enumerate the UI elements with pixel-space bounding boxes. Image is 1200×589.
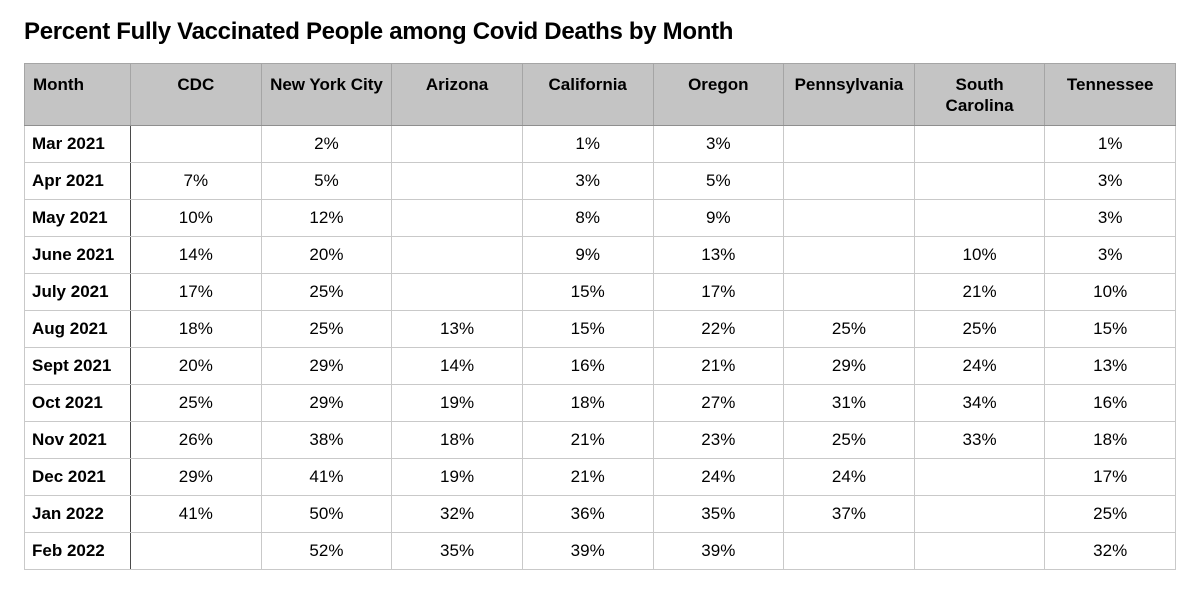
month-cell: Mar 2021 (25, 126, 131, 163)
value-cell: 3% (653, 126, 784, 163)
value-cell: 5% (653, 163, 784, 200)
value-cell: 18% (392, 422, 523, 459)
table-header (25, 64, 1176, 126)
table-row (25, 533, 1176, 570)
value-cell: 12% (261, 200, 392, 237)
value-cell: 41% (261, 459, 392, 496)
value-cell: 25% (784, 422, 915, 459)
month-cell: Dec 2021 (25, 459, 131, 496)
month-cell: Aug 2021 (25, 311, 131, 348)
month-cell: June 2021 (25, 237, 131, 274)
table-body (25, 126, 1176, 570)
value-cell: 13% (653, 237, 784, 274)
vaccination-table (24, 63, 1176, 570)
value-cell: 26% (131, 422, 262, 459)
value-cell: 23% (653, 422, 784, 459)
value-cell: 15% (522, 274, 653, 311)
value-cell (131, 533, 262, 570)
value-cell: 34% (914, 385, 1045, 422)
value-cell (914, 459, 1045, 496)
table-row (25, 348, 1176, 385)
value-cell: 8% (522, 200, 653, 237)
value-cell: 3% (522, 163, 653, 200)
value-cell: 1% (522, 126, 653, 163)
value-cell: 1% (1045, 126, 1176, 163)
value-cell: 22% (653, 311, 784, 348)
value-cell: 15% (522, 311, 653, 348)
value-cell (914, 533, 1045, 570)
value-cell: 15% (1045, 311, 1176, 348)
value-cell: 24% (914, 348, 1045, 385)
value-cell: 21% (653, 348, 784, 385)
value-cell: 19% (392, 385, 523, 422)
month-cell: Sept 2021 (25, 348, 131, 385)
value-cell: 16% (1045, 385, 1176, 422)
value-cell: 17% (653, 274, 784, 311)
table-row (25, 274, 1176, 311)
value-cell: 18% (131, 311, 262, 348)
value-cell: 25% (131, 385, 262, 422)
value-cell: 32% (392, 496, 523, 533)
column-header: CDC (131, 64, 262, 126)
value-cell: 25% (1045, 496, 1176, 533)
value-cell: 5% (261, 163, 392, 200)
value-cell: 29% (261, 348, 392, 385)
column-header: California (522, 64, 653, 126)
value-cell: 9% (522, 237, 653, 274)
value-cell (784, 533, 915, 570)
value-cell: 36% (522, 496, 653, 533)
month-cell: Nov 2021 (25, 422, 131, 459)
value-cell (784, 237, 915, 274)
column-header: New York City (261, 64, 392, 126)
table-row (25, 163, 1176, 200)
value-cell: 14% (131, 237, 262, 274)
column-header: Pennsylvania (784, 64, 915, 126)
value-cell: 27% (653, 385, 784, 422)
value-cell: 21% (522, 422, 653, 459)
month-cell: Apr 2021 (25, 163, 131, 200)
value-cell: 13% (392, 311, 523, 348)
value-cell: 52% (261, 533, 392, 570)
header-row (25, 64, 1176, 126)
value-cell: 14% (392, 348, 523, 385)
value-cell (784, 163, 915, 200)
column-header: Tennessee (1045, 64, 1176, 126)
value-cell (392, 200, 523, 237)
value-cell: 3% (1045, 237, 1176, 274)
value-cell: 33% (914, 422, 1045, 459)
month-cell: Jan 2022 (25, 496, 131, 533)
value-cell (392, 237, 523, 274)
value-cell: 10% (914, 237, 1045, 274)
table-row (25, 385, 1176, 422)
value-cell: 39% (653, 533, 784, 570)
value-cell: 16% (522, 348, 653, 385)
value-cell (392, 163, 523, 200)
table-row (25, 126, 1176, 163)
value-cell: 3% (1045, 163, 1176, 200)
column-header-month: Month (25, 64, 131, 126)
value-cell: 7% (131, 163, 262, 200)
table-row (25, 311, 1176, 348)
value-cell: 39% (522, 533, 653, 570)
table-row (25, 237, 1176, 274)
value-cell: 35% (392, 533, 523, 570)
value-cell: 3% (1045, 200, 1176, 237)
month-cell: May 2021 (25, 200, 131, 237)
table-row (25, 422, 1176, 459)
value-cell: 25% (261, 274, 392, 311)
value-cell (784, 126, 915, 163)
value-cell: 9% (653, 200, 784, 237)
value-cell: 21% (914, 274, 1045, 311)
value-cell (914, 126, 1045, 163)
value-cell: 29% (784, 348, 915, 385)
value-cell: 2% (261, 126, 392, 163)
value-cell: 10% (1045, 274, 1176, 311)
value-cell: 20% (261, 237, 392, 274)
value-cell: 13% (1045, 348, 1176, 385)
value-cell: 10% (131, 200, 262, 237)
table-row (25, 496, 1176, 533)
value-cell: 32% (1045, 533, 1176, 570)
value-cell: 24% (784, 459, 915, 496)
value-cell: 25% (261, 311, 392, 348)
value-cell: 41% (131, 496, 262, 533)
value-cell (914, 163, 1045, 200)
month-cell: July 2021 (25, 274, 131, 311)
value-cell: 19% (392, 459, 523, 496)
value-cell: 29% (131, 459, 262, 496)
value-cell: 25% (784, 311, 915, 348)
value-cell (914, 200, 1045, 237)
value-cell: 25% (914, 311, 1045, 348)
value-cell: 18% (1045, 422, 1176, 459)
value-cell (392, 126, 523, 163)
value-cell (914, 496, 1045, 533)
value-cell: 37% (784, 496, 915, 533)
table-row (25, 200, 1176, 237)
value-cell: 21% (522, 459, 653, 496)
column-header: South Carolina (914, 64, 1045, 126)
page-title: Percent Fully Vaccinated People among Covid Deaths by Month (24, 18, 734, 45)
value-cell: 24% (653, 459, 784, 496)
column-header: Oregon (653, 64, 784, 126)
value-cell (131, 126, 262, 163)
value-cell: 50% (261, 496, 392, 533)
table-row (25, 459, 1176, 496)
value-cell: 35% (653, 496, 784, 533)
value-cell: 29% (261, 385, 392, 422)
month-cell: Oct 2021 (25, 385, 131, 422)
value-cell: 31% (784, 385, 915, 422)
column-header: Arizona (392, 64, 523, 126)
value-cell: 18% (522, 385, 653, 422)
month-cell: Feb 2022 (25, 533, 131, 570)
value-cell: 38% (261, 422, 392, 459)
value-cell (784, 274, 915, 311)
value-cell (392, 274, 523, 311)
value-cell (784, 200, 915, 237)
value-cell: 17% (1045, 459, 1176, 496)
value-cell: 20% (131, 348, 262, 385)
value-cell: 17% (131, 274, 262, 311)
